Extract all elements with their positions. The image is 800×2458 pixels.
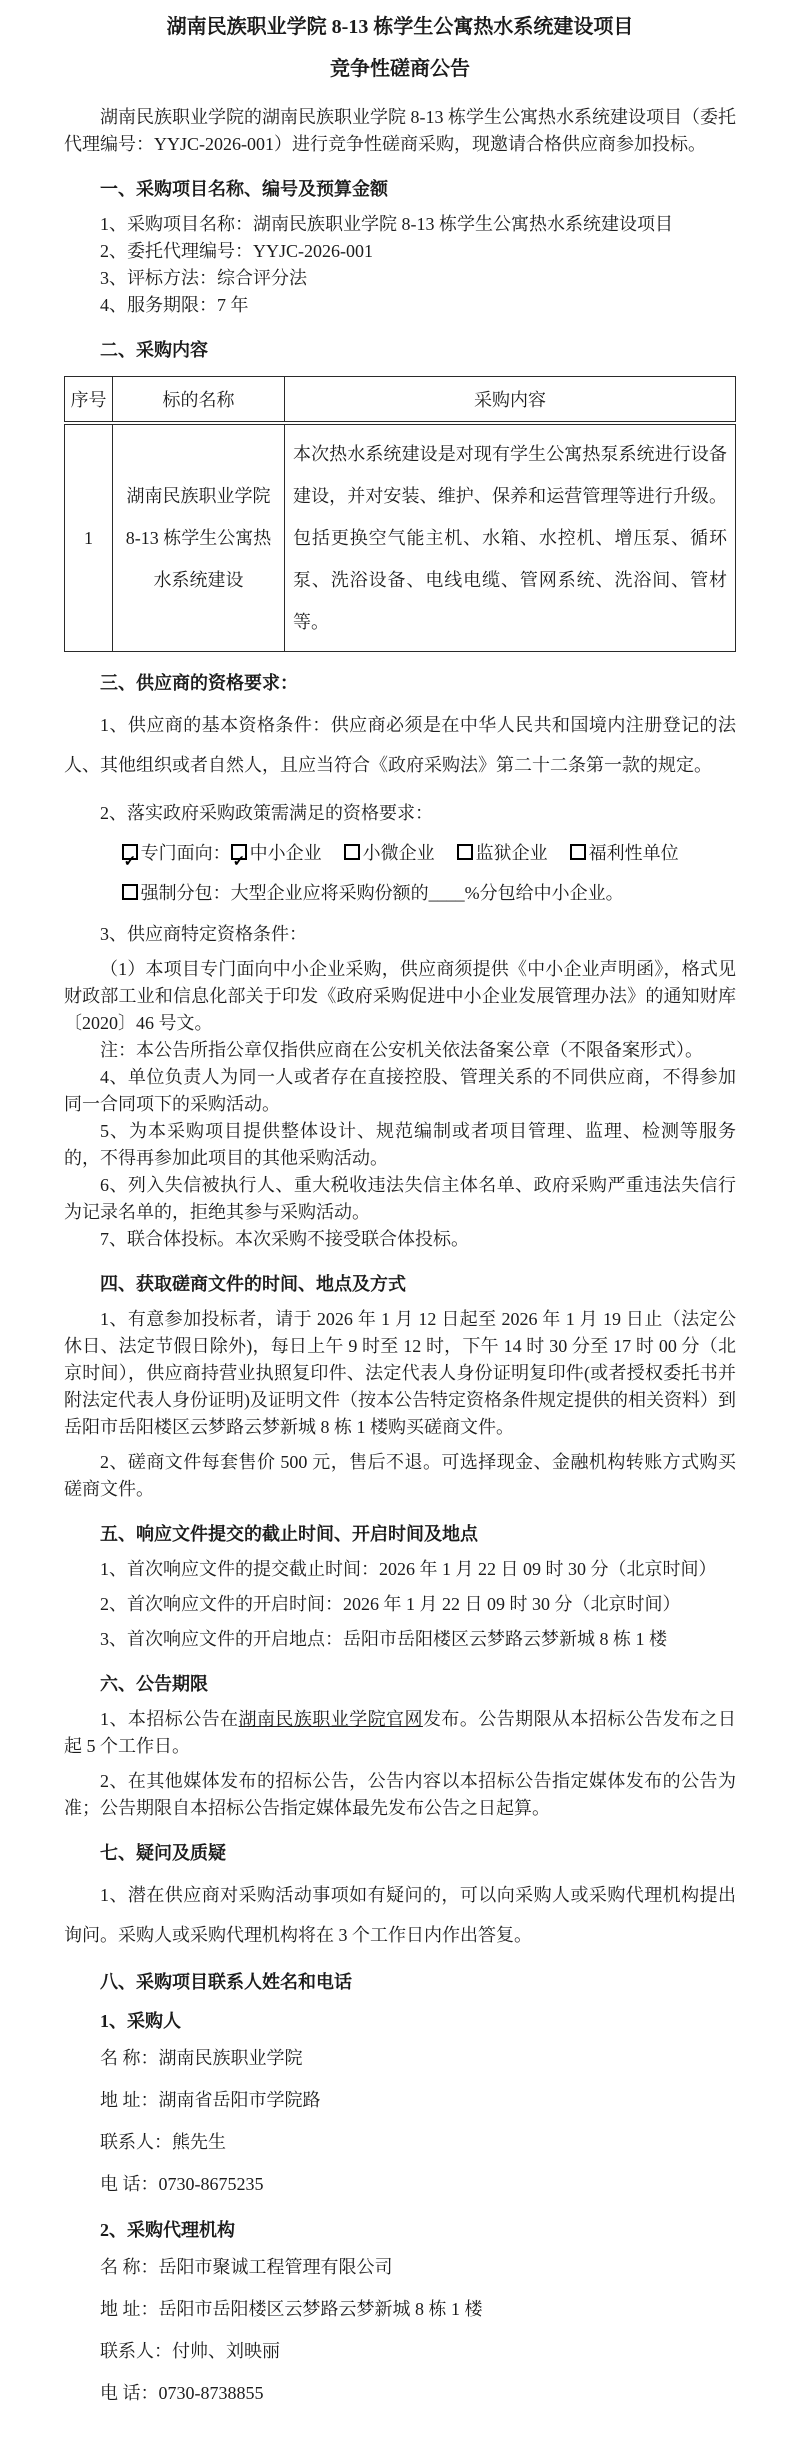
- agency-name: 名 称：岳阳市聚诚工程管理有限公司: [100, 2257, 393, 2277]
- purchase-content-table: [64, 376, 736, 652]
- checkbox-unchecked-icon: [122, 884, 138, 900]
- subcontract-label: 强制分包：大型企业应将采购份额的____%分包给中小企业。: [140, 883, 624, 903]
- section4-item-2: 2、磋商文件每套售价 500 元，售后不退。可选择现金、金融机构转账方式购买磋商文件。: [64, 1452, 736, 1499]
- section6-heading: 六、公告期限: [100, 1674, 208, 1694]
- table-header-name: 标的名称: [113, 377, 285, 424]
- section1-heading: 一、采购项目名称、编号及预算金额: [100, 179, 388, 199]
- purchaser-heading: 1、采购人: [100, 2011, 181, 2031]
- section7-heading: 七、疑问及质疑: [100, 1843, 226, 1863]
- subcontract-line: [64, 873, 736, 913]
- policy-targeting-line: [64, 833, 736, 873]
- checkbox-unchecked-icon: [570, 844, 586, 860]
- section6-item-1-pre: 1、本招标公告在: [100, 1709, 239, 1729]
- policy-option-label-micro: 小微企业: [362, 843, 435, 863]
- section1-item-1: 1、采购项目名称：湖南民族职业学院 8-13 栋学生公寓热水系统建设项目: [100, 214, 673, 234]
- section5-item-1: 1、首次响应文件的提交截止时间：2026 年 1 月 22 日 09 时 30 分（北京时间）: [100, 1559, 717, 1579]
- section6-item-1: [64, 1706, 736, 1760]
- table-cell-no: 1: [65, 423, 113, 652]
- table-row: [65, 423, 736, 652]
- checkbox-checked-icon: [231, 844, 247, 860]
- agency-phone: 电 话：0730-8738855: [100, 2383, 264, 2403]
- section2-heading: 二、采购内容: [100, 340, 208, 360]
- section1-item-4: 4、服务期限：7 年: [100, 295, 249, 315]
- purchaser-phone: 电 话：0730-8675235: [100, 2174, 264, 2194]
- policy-option-label-prison: 监狱企业: [475, 843, 548, 863]
- intro-paragraph: 湖南民族职业学院的湖南民族职业学院 8-13 栋学生公寓热水系统建设项目（委托代理编号：YYJC-2026-001）进行竞争性磋商采购，现邀请合格供应商参加投标。: [64, 107, 736, 154]
- table-cell-content: 本次热水系统建设是对现有学生公寓热泵系统进行设备建设，并对安装、维护、保养和运营管理等进行升级。包括更换空气能主机、水箱、水控机、增压泵、循环泵、洗浴设备、电线电缆、管网系统、洗浴间、管材等。: [285, 423, 736, 652]
- section6-item-1-post: 发布。公告期限从本招标公告发布之日起 5 个工作日。: [64, 1709, 737, 1756]
- section5-item-3: 3、首次响应文件的开启地点：岳阳市岳阳楼区云梦路云梦新城 8 栋 1 楼: [100, 1629, 667, 1649]
- official-website-link[interactable]: 湖南民族职业学院官网: [238, 1709, 423, 1729]
- policy-group-label: 专门面向：: [140, 843, 231, 863]
- checkbox-unchecked-icon: [457, 844, 473, 860]
- policy-option-label-welfare: 福利性单位: [588, 843, 679, 863]
- checkbox-checked-icon: [122, 844, 138, 860]
- section3-item-6: 6、列入失信被执行人、重大税收违法失信主体名单、政府采购严重违法失信行为记录名单的，拒绝其参与采购活动。: [64, 1175, 736, 1222]
- section4-item-1: 1、有意参加投标者，请于 2026 年 1 月 12 日起至 2026 年 1 月 19 日止（法定公休日、法定节假日除外)，每日上午 9 时至 12 时，下午 14 时 30 分至 17 时 00 分（北京时间），供应商持营业执照复印件、法定代表人身份证明复印件(或者授权委托书并附法定代表人身份证明)及证明文件（按本公告特定资格条件规定提供的相关资料）到岳阳市岳阳楼区云梦路云梦新城 8 栋 1 楼购买磋商文件。: [64, 1309, 736, 1437]
- agency-heading: 2、采购代理机构: [100, 2220, 235, 2240]
- section3-item-4: 4、单位负责人为同一人或者存在直接控股、管理关系的不同供应商，不得参加同一合同项下的采购活动。: [64, 1067, 736, 1114]
- section6-item-2: 2、在其他媒体发布的招标公告，公告内容以本招标公告指定媒体发布的公告为准；公告期限自本招标公告指定媒体最先发布公告之日起算。: [64, 1771, 736, 1818]
- section5-heading: 五、响应文件提交的截止时间、开启时间及地点: [100, 1524, 478, 1544]
- section3-item-2: 2、落实政府采购政策需满足的资格要求：: [100, 803, 433, 823]
- section3-item-1: 1、供应商的基本资格条件：供应商必须是在中华人民共和国境内注册登记的法人、其他组织或者自然人，且应当符合《政府采购法》第二十二条第一款的规定。: [64, 715, 736, 775]
- section3-note: 注：本公告所指公章仅指供应商在公安机关依法备案公章（不限备案形式）。: [100, 1040, 703, 1060]
- section3-item-5: 5、为本采购项目提供整体设计、规范编制或者项目管理、监理、检测等服务的，不得再参加此项目的其他采购活动。: [64, 1121, 736, 1168]
- agency-contact-person: 联系人：付帅、刘映丽: [100, 2341, 280, 2361]
- section8-heading: 八、采购项目联系人姓名和电话: [100, 1972, 352, 1992]
- table-header-content: 采购内容: [285, 377, 736, 424]
- section3-item-3-1: （1）本项目专门面向中小企业采购，供应商须提供《中小企业声明函》，格式见财政部工业和信息化部关于印发《政府采购促进中小企业发展管理办法》的通知财库〔2020〕46 号文。: [64, 959, 736, 1033]
- agency-address: 地 址：岳阳市岳阳楼区云梦路云梦新城 8 栋 1 楼: [100, 2299, 483, 2319]
- document-title-line1: 湖南民族职业学院 8-13 栋学生公寓热水系统建设项目: [166, 16, 634, 38]
- purchaser-contact-person: 联系人：熊先生: [100, 2132, 226, 2152]
- table-header-row: [65, 377, 736, 424]
- section4-heading: 四、获取磋商文件的时间、地点及方式: [100, 1274, 406, 1294]
- section1-item-2: 2、委托代理编号：YYJC-2026-001: [100, 241, 373, 261]
- table-cell-name: 湖南民族职业学院 8-13 栋学生公寓热水系统建设: [113, 423, 285, 652]
- purchaser-address: 地 址：湖南省岳阳市学院路: [100, 2090, 321, 2110]
- section3-item-7: 7、联合体投标。本次采购不接受联合体投标。: [100, 1229, 469, 1249]
- section3-heading: 三、供应商的资格要求：: [100, 673, 298, 693]
- section7-item-1: 1、潜在供应商对采购活动事项如有疑问的，可以向采购人或采购代理机构提出询问。采购人或采购代理机构将在 3 个工作日内作出答复。: [64, 1885, 736, 1945]
- section5-item-2: 2、首次响应文件的开启时间：2026 年 1 月 22 日 09 时 30 分（北京时间）: [100, 1594, 681, 1614]
- purchaser-name: 名 称：湖南民族职业学院: [100, 2048, 303, 2068]
- policy-option-label-sme: 中小企业: [249, 843, 322, 863]
- table-header-no: 序号: [65, 377, 113, 424]
- checkbox-unchecked-icon: [344, 844, 360, 860]
- document-title-line2: 竞争性磋商公告: [330, 58, 470, 80]
- section1-item-3: 3、评标方法：综合评分法: [100, 268, 307, 288]
- section3-item-3: 3、供应商特定资格条件：: [100, 924, 307, 944]
